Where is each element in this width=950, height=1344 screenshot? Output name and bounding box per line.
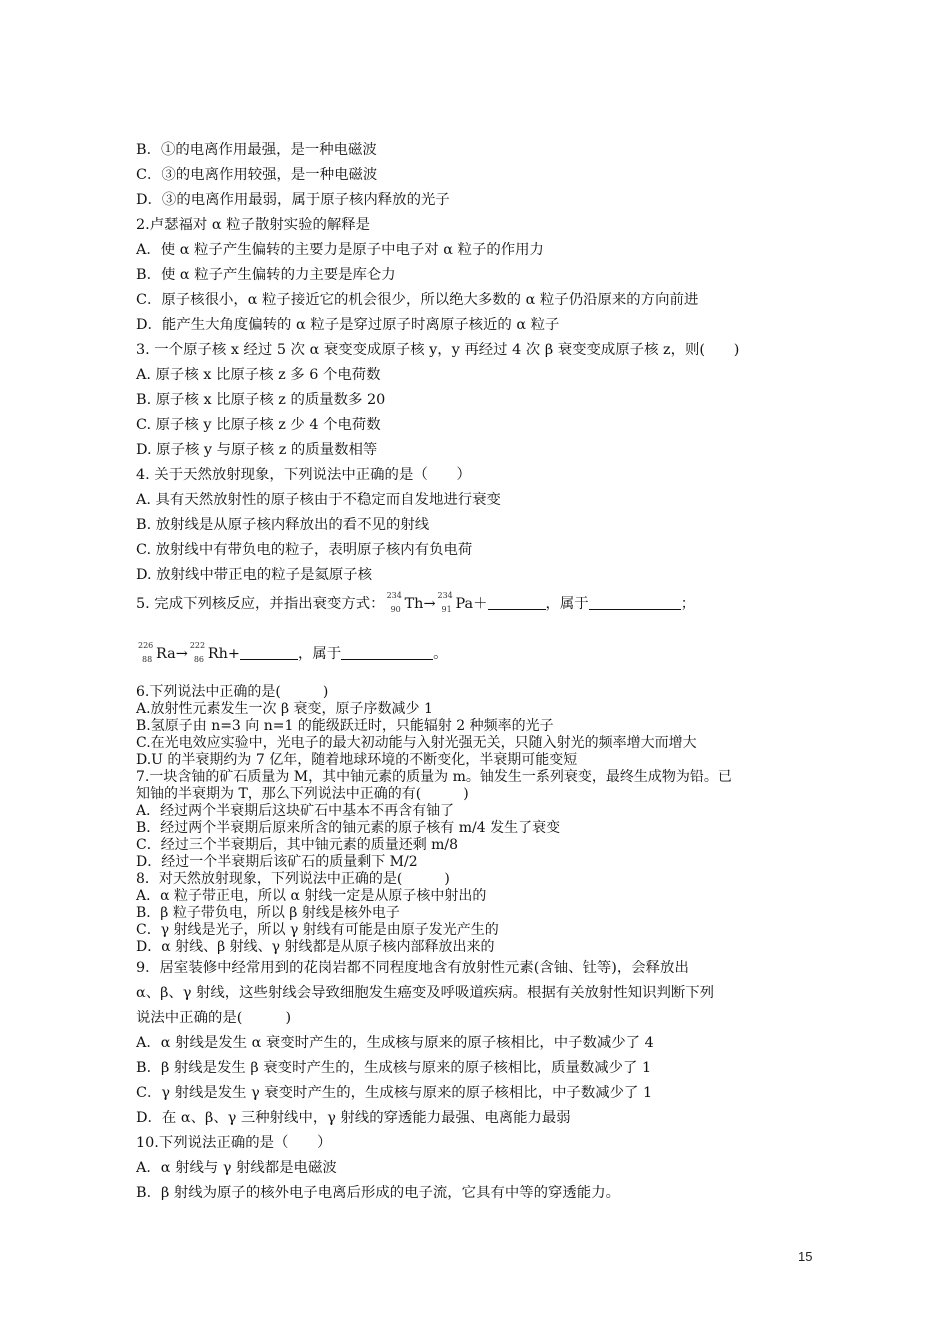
text-line: D.U 的半衰期约为 7 亿年，随着地球环境的不断变化，半衰期可能变短 xyxy=(136,752,578,768)
page-number: 15 xyxy=(798,1249,813,1264)
question-7-stem: 7.一块含铀的矿石质量为 M，其中铀元素的质量为 m。铀发生一系列衰变，最终生成物为铅。已 xyxy=(136,769,732,785)
text-line: B．β 粒子带负电，所以 β 射线是核外电子 xyxy=(136,905,400,921)
symbol-th: Th xyxy=(404,596,424,612)
question-9-stem: 9．居室装修中经常用到的花岗岩都不同程度地含有放射性元素(含铀、钍等)，会释放出 xyxy=(136,960,689,976)
text-line: B. 放射线是从原子核内释放出的看不见的射线 xyxy=(136,517,430,533)
text-line: B．使 α 粒子产生偏转的力主要是库仑力 xyxy=(136,267,396,283)
text-line: C．γ 射线是发生 γ 衰变时产生的，生成核与原来的原子核相比，中子数减少了 1 xyxy=(136,1085,653,1101)
question-2-stem: 2.卢瑟福对 α 粒子散射实验的解释是 xyxy=(136,217,371,233)
text-line: A．α 粒子带正电，所以 α 射线一定是从原子核中射出的 xyxy=(136,888,487,904)
atomic-number: 88 xyxy=(142,655,153,664)
text-line: D. 放射线中带正电的粒子是氦原子核 xyxy=(136,567,373,583)
text-line: D．③的电离作用最弱，属于原子核内释放的光子 xyxy=(136,192,450,208)
answer-blank[interactable] xyxy=(341,644,433,660)
answer-blank[interactable] xyxy=(589,594,681,610)
text-line: A．α 射线与 γ 射线都是电磁波 xyxy=(136,1160,337,1176)
question-5-prefix: 5. 完成下列核反应，并指出衰变方式： xyxy=(136,596,385,612)
text-line: A．使 α 粒子产生偏转的主要力是原子中电子对 α 粒子的作用力 xyxy=(136,242,544,258)
mass-number: 222 xyxy=(189,641,206,650)
text-line: C. 放射线中有带负电的粒子，表明原子核内有负电荷 xyxy=(136,542,473,558)
text-line: C．③的电离作用较强，是一种电磁波 xyxy=(136,167,378,183)
question-5-line-1 xyxy=(136,592,695,614)
arrow-icon: → xyxy=(175,646,188,662)
question-10-stem: 10.下列说法正确的是（ ） xyxy=(136,1135,332,1151)
text-line: C. 原子核 y 比原子核 z 少 4 个电荷数 xyxy=(136,417,381,433)
mass-number: 226 xyxy=(138,641,154,650)
text-line: B．β 射线为原子的核外电子电离后形成的电子流，它具有中等的穿透能力。 xyxy=(136,1185,620,1201)
arrow-icon: → xyxy=(423,596,436,612)
nuclide-ra xyxy=(136,642,156,662)
answer-blank[interactable] xyxy=(240,644,298,660)
symbol-ra: Ra xyxy=(156,646,176,662)
text-line: C．经过三个半衰期后，其中铀元素的质量还剩 m/8 xyxy=(136,837,459,853)
text-line: B．β 射线是发生 β 衰变时产生的，生成核与原来的原子核相比，质量数减少了 1 xyxy=(136,1060,652,1076)
text-fragment: ，属于 xyxy=(297,646,342,662)
text-line: D．α 射线、β 射线、γ 射线都是从原子核内部释放出来的 xyxy=(136,939,495,955)
text-line: 说法中正确的是( ) xyxy=(136,1010,292,1026)
text-line: A．经过两个半衰期后这块矿石中基本不再含有铀了 xyxy=(136,803,455,819)
nuclide-rh xyxy=(188,642,208,662)
text-line: D．在 α、β、γ 三种射线中，γ 射线的穿透能力最强、电离能力最弱 xyxy=(136,1110,571,1126)
text-line: B．①的电离作用最强，是一种电磁波 xyxy=(136,142,377,158)
answer-blank[interactable] xyxy=(488,594,546,610)
atomic-number: 86 xyxy=(193,655,204,664)
text-fragment: ，属于 xyxy=(545,596,589,612)
text-line: C.在光电效应实验中，光电子的最大初动能与入射光强无关，只随入射光的频率增大而增大 xyxy=(136,735,697,751)
question-4-stem: 4. 关于天然放射现象，下列说法中正确的是（ ） xyxy=(136,467,471,483)
text-line: D. 原子核 y 与原子核 z 的质量数相等 xyxy=(136,442,378,458)
atomic-number: 90 xyxy=(390,605,401,614)
atomic-number: 91 xyxy=(441,605,452,614)
mass-number: 234 xyxy=(386,591,402,600)
text-line: A．α 射线是发生 α 衰变时产生的，生成核与原来的原子核相比，中子数减少了 4 xyxy=(136,1035,654,1051)
text-line: α、β、γ 射线，这些射线会导致细胞发生癌变及呼吸道疾病。根据有关放射性知识判断下列 xyxy=(136,985,715,1001)
text-line: A.放射性元素发生一次 β 衰变，原子序数减少 1 xyxy=(136,701,433,717)
text-line: C．γ 射线是光子，所以 γ 射线有可能是由原子发光产生的 xyxy=(136,922,499,938)
text-line: D．能产生大角度偏转的 α 粒子是穿过原子时离原子核近的 α 粒子 xyxy=(136,317,560,333)
text-line: B. 原子核 x 比原子核 z 的质量数多 20 xyxy=(136,392,386,408)
text-fragment: ； xyxy=(680,596,696,612)
text-fragment: 。 xyxy=(433,646,448,662)
nuclide-pa xyxy=(436,592,456,612)
text-line: B．经过两个半衰期后原来所含的铀元素的原子核有 m/4 发生了衰变 xyxy=(136,820,561,836)
text-line: A. 具有天然放射性的原子核由于不稳定而自发地进行衰变 xyxy=(136,492,501,508)
question-6-stem: 6.下列说法中正确的是( ) xyxy=(136,684,329,700)
question-8-stem: 8．对天然放射现象，下列说法中正确的是( ) xyxy=(136,871,450,887)
question-5-line-2 xyxy=(136,642,448,664)
text-line: 知铀的半衰期为 T，那么下列说法中正确的有( ) xyxy=(136,786,469,802)
question-3-stem: 3. 一个原子核 x 经过 5 次 α 衰变变成原子核 y，y 再经过 4 次 β 衰变变成原子核 z，则( ) xyxy=(136,342,740,358)
text-line: D．经过一个半衰期后该矿石的质量剩下 M/2 xyxy=(136,854,418,870)
text-line: C．原子核很小，α 粒子接近它的机会很少，所以绝大多数的 α 粒子仍沿原来的方向前进 xyxy=(136,292,699,308)
symbol-rh: Rh+ xyxy=(207,646,240,662)
text-line: B.氢原子由 n=3 向 n=1 的能级跃迁时，只能辐射 2 种频率的光子 xyxy=(136,718,554,734)
symbol-pa: Pa＋ xyxy=(455,596,488,612)
nuclide-th xyxy=(385,592,405,612)
mass-number: 234 xyxy=(437,591,453,600)
text-line: A. 原子核 x 比原子核 z 多 6 个电荷数 xyxy=(136,367,381,383)
